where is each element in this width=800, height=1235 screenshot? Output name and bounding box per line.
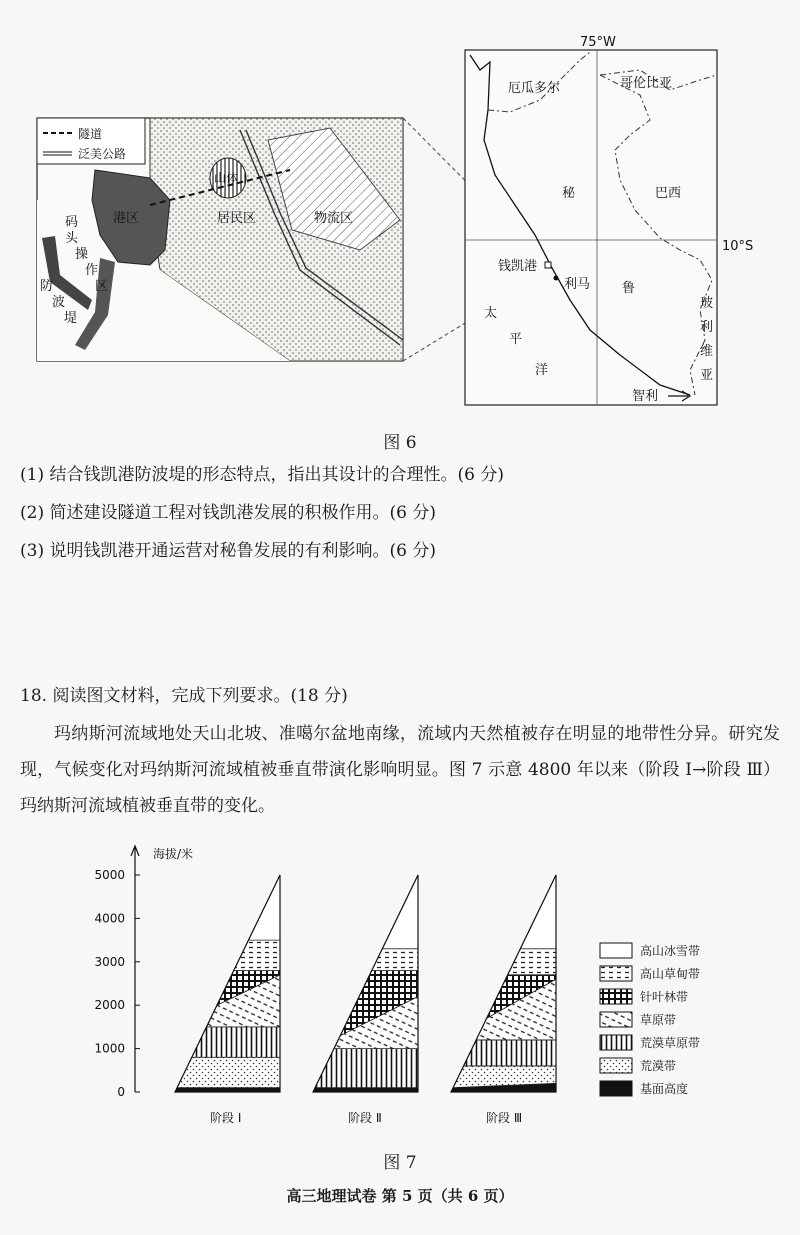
y-tick-label: 2000 (94, 998, 125, 1013)
label-port: 港区 (113, 211, 140, 226)
legend-swatch (600, 989, 632, 1004)
label-brazil: 巴西 (655, 186, 682, 201)
label-bolivia-4: 亚 (700, 368, 714, 383)
zone-荒漠草原带 (464, 1040, 556, 1066)
label-parallel: 10°S (722, 239, 754, 254)
stage-label: 阶段 Ⅰ (210, 1111, 242, 1125)
label-lima: 利马 (564, 277, 591, 292)
locator-map-frame (465, 50, 717, 405)
question-17-2: (2) 简述建设隧道工程对钱凯港发展的积极作用。(6 分) (20, 503, 436, 523)
stage-label: 阶段 Ⅲ (486, 1111, 523, 1125)
stage-3 (451, 875, 556, 1125)
legend-highway-label: 泛美公路 (78, 147, 127, 161)
zone-基面高度 (313, 1088, 418, 1092)
label-peru-2: 鲁 (622, 281, 636, 296)
label-pacific-3: 洋 (535, 363, 549, 378)
label-wharf-1: 码 (65, 215, 79, 230)
y-tick-label: 0 (117, 1085, 125, 1099)
label-wharf-5: 区 (95, 279, 109, 294)
legend-label: 高山草甸带 (640, 967, 701, 981)
zone-高山草甸带 (372, 949, 418, 971)
label-peru-1: 秘 (562, 186, 576, 201)
legend-label: 荒漠草原带 (640, 1036, 701, 1050)
question-17-1: (1) 结合钱凯港防波堤的形态特点，指出其设计的合理性。(6 分) (20, 465, 504, 485)
label-colombia: 哥伦比亚 (620, 76, 673, 91)
legend-swatch (600, 943, 632, 958)
stage-1 (175, 875, 280, 1125)
page-footer: 高三地理试卷 第 5 页（共 6 页） (286, 1187, 514, 1205)
question-18-material: 玛纳斯河流域地处天山北坡、准噶尔盆地南缘，流域内天然植被存在明显的地带性分异。研究发现，气候变化对玛纳斯河流域植被垂直带演化影响明显。图 7 示意 4800 年以来（阶段 Ⅰ→阶段 Ⅲ）玛纳斯河流域植被垂直带的变化。 (20, 724, 780, 816)
figure6-caption: 图 6 (383, 433, 417, 453)
legend-swatch (600, 1035, 632, 1050)
y-tick-label: 5000 (94, 868, 125, 882)
zone-荒漠带 (177, 1057, 280, 1087)
lima-marker (554, 276, 559, 281)
label-breakwater-1: 防 (40, 279, 54, 294)
legend-label: 基面高度 (640, 1082, 689, 1096)
question-18-title: 18. 阅读图文材料，完成下列要求。(18 分) (20, 686, 348, 706)
label-wharf-3: 操 (75, 247, 89, 262)
legend-label: 高山冰雪带 (640, 944, 701, 958)
stage-label: 阶段 Ⅱ (348, 1111, 382, 1125)
legend-swatch (600, 1058, 632, 1073)
legend-label: 荒漠带 (640, 1059, 677, 1073)
y-tick-label: 3000 (94, 954, 125, 969)
label-pacific-1: 太 (484, 306, 498, 321)
label-chancay: 钱凯港 (498, 259, 538, 274)
zone-荒漠草原带 (192, 1027, 280, 1057)
label-bolivia-3: 维 (700, 344, 714, 359)
legend-tunnel-label: 隧道 (78, 127, 103, 141)
chancay-port-marker (545, 262, 551, 268)
y-tick-label: 4000 (94, 911, 125, 926)
label-mountain: 山体 (214, 171, 239, 185)
zone-高山草甸带 (508, 949, 556, 975)
figure7-caption: 图 7 (383, 1153, 417, 1173)
label-bolivia-2: 利 (700, 320, 714, 335)
label-wharf-2: 头 (65, 231, 79, 246)
legend-swatch (600, 1081, 632, 1096)
zone-基面高度 (175, 1088, 280, 1092)
figure6 (0, 0, 800, 430)
y-axis-label: 海拔/米 (153, 847, 194, 861)
legend-label: 草原带 (640, 1013, 677, 1027)
label-residential: 居民区 (217, 211, 257, 226)
label-pacific-2: 平 (509, 332, 523, 347)
label-chile: 智利 (632, 389, 659, 404)
legend-swatch (600, 1012, 632, 1027)
figure7-chart (0, 840, 800, 1160)
stage-2 (313, 875, 418, 1125)
label-ecuador: 厄瓜多尔 (508, 81, 561, 96)
label-meridian: 75°W (580, 35, 616, 50)
label-logistics: 物流区 (314, 211, 354, 226)
legend-swatch (600, 966, 632, 981)
label-wharf-4: 作 (85, 263, 99, 278)
label-breakwater-2: 波 (52, 295, 66, 310)
label-breakwater-3: 堤 (64, 311, 78, 326)
y-tick-label: 1000 (94, 1041, 125, 1056)
label-bolivia-1: 玻 (700, 296, 714, 311)
question-17-3: (3) 说明钱凯港开通运营对秘鲁发展的有利影响。(6 分) (20, 541, 436, 561)
legend-label: 针叶林带 (640, 990, 689, 1004)
